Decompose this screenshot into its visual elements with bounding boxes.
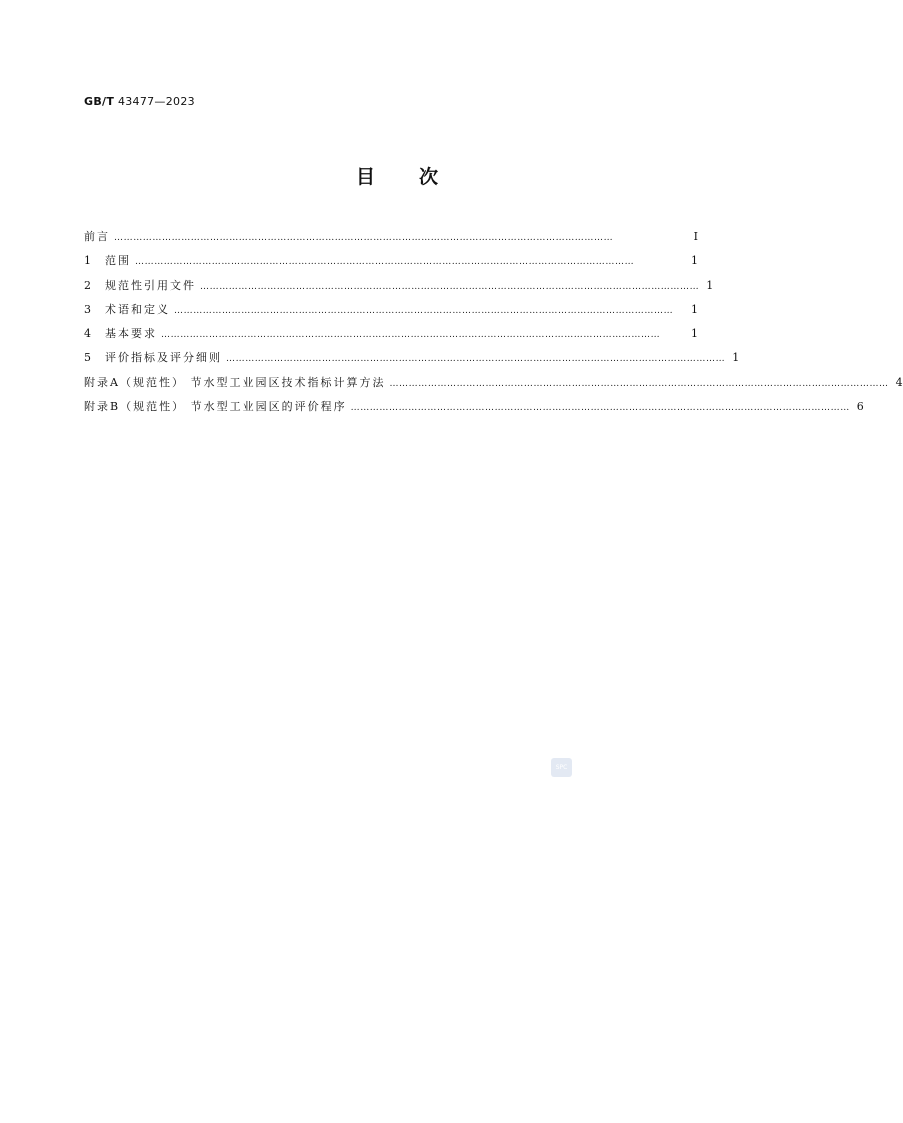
toc-page-number: 1 (732, 351, 740, 365)
toc-entry-number: 4 (84, 327, 91, 341)
page-title: 目次 (355, 166, 482, 188)
standard-number: 43477—2023 (117, 95, 195, 108)
toc-entry-number: 5 (84, 351, 91, 365)
toc-entry-normative-references[interactable] (84, 277, 714, 301)
toc-entry-text: 附录A（规范性） 节水型工业园区技术指标计算方法 (84, 375, 386, 389)
toc-entry-text: 术语和定义 (105, 302, 170, 316)
toc-entry-number: 3 (84, 302, 91, 316)
toc-entry-text: 前言 (84, 230, 110, 243)
toc-entry-text: 附录B（规范性） 节水型工业园区的评价程序 (84, 400, 347, 414)
watermark-logo: SPC (551, 758, 572, 777)
toc-entry-text: 基本要求 (105, 327, 157, 341)
toc-entry-terms[interactable] (84, 301, 698, 325)
toc-leader-dots: ………………………………………………………………………………………………………………………………………… (200, 281, 700, 292)
toc-page-number: 1 (691, 327, 698, 341)
toc-entry-number: 2 (84, 278, 91, 292)
toc-entry-foreword[interactable] (84, 228, 698, 252)
document-header (84, 95, 195, 108)
toc-leader-dots: ………………………………………………………………………………………………………………………………………… (114, 233, 614, 243)
toc-entry-evaluation[interactable] (84, 349, 740, 373)
toc-entry-scope[interactable] (84, 252, 698, 276)
toc-leader-dots: ………………………………………………………………………………………………………………………………………… (226, 354, 726, 365)
toc-entry-text: 评价指标及评分细则 (105, 351, 222, 365)
toc-entry-annex-a[interactable] (84, 374, 903, 398)
toc-leader-dots: ………………………………………………………………………………………………………………………………………… (161, 330, 661, 341)
toc-page-number: 4 (895, 375, 903, 389)
toc-leader-dots: ………………………………………………………………………………………………………………………………………… (174, 305, 674, 316)
standard-code: GB/T (84, 95, 115, 108)
toc-leader-dots: ………………………………………………………………………………………………………………………………………… (350, 403, 850, 414)
toc-page-number: Ⅰ (693, 230, 698, 243)
toc-entry-annex-b[interactable] (84, 398, 864, 422)
toc-entry-basic-requirements[interactable] (84, 325, 698, 349)
toc-leader-dots: ………………………………………………………………………………………………………………………………………… (135, 257, 635, 268)
table-of-contents (84, 228, 903, 422)
toc-entry-text: 规范性引用文件 (105, 278, 196, 292)
toc-page-number: 1 (691, 254, 698, 268)
toc-page-number: 1 (691, 302, 698, 316)
toc-entry-number: 1 (84, 254, 91, 268)
toc-leader-dots: ………………………………………………………………………………………………………………………………………… (389, 378, 889, 389)
toc-page-number: 6 (856, 400, 864, 414)
toc-page-number: 1 (706, 278, 714, 292)
toc-entry-text: 范围 (105, 254, 131, 268)
